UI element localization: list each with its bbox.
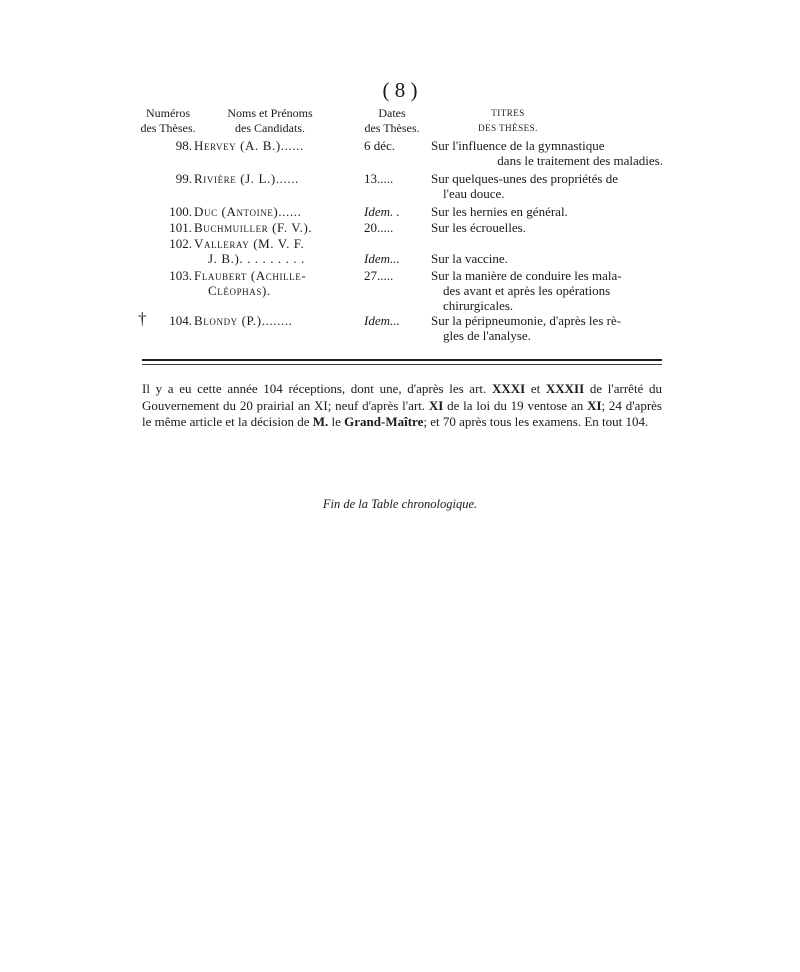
summary-text-6: le [328,414,345,429]
thesis-number: 103. [169,268,192,283]
thesis-number: 101. [169,220,192,235]
thesis-entry-98 [0,138,800,170]
summary-text-3: de l'arrêté du Gouvernement du 20 prairial an XI; neuf d'après l'art. [142,381,662,413]
thesis-number: 104. [169,313,192,328]
thesis-title [431,171,663,201]
thesis-title-line3: chirurgicales. [443,298,514,313]
end-of-table-note: Fin de la Table chronologique. [322,497,478,511]
thesis-number: 98. [175,138,192,153]
thesis-entry-102 [0,236,800,268]
header-titres [468,106,548,136]
thesis-number: 100. [169,204,192,219]
summary-bold-2: XXXII [545,381,585,396]
header-numeros-line2: des Thèses. [140,121,196,135]
thesis-date: Idem. . [364,204,400,219]
candidate-name: Valleray (M. V. F. [194,236,305,251]
thesis-title [431,138,663,168]
thesis-title-line1: Sur la péripneumonie, d'après les rè- [431,313,622,328]
header-noms-line2: des Candidats. [235,121,305,135]
thesis-number: 99. [175,171,192,186]
summary-text-1: Il y a eu cette année 104 réceptions, dont une, d'après les art. [142,381,492,396]
summary-bold-3: XI [428,397,444,413]
thesis-title-line1: Sur quelques-unes des propriétés de [431,171,619,186]
thesis-title-line1: Sur les hernies en général. [431,204,568,219]
thesis-date: 27..... [364,268,394,283]
summary-bold-4: XI [587,397,602,413]
thesis-entry-100 [0,204,800,220]
thesis-title-line1: Sur les écrouelles. [431,220,526,235]
thesis-entry-104 [0,309,800,345]
thesis-date: Idem... [364,313,400,328]
candidate-name: Flaubert (Achille- [194,268,307,283]
header-titres-line1: TITRES [491,108,525,118]
thesis-title-line1: Sur l'influence de la gymnastique [431,138,605,153]
candidate-name: Duc (Antoine)...... [194,204,302,219]
header-dates-line2: des Thèses. [364,121,420,135]
header-dates-line1: Dates [378,106,406,120]
candidate-name: Buchmuiller (F. V.). [194,220,313,235]
thesis-title [431,204,663,219]
thesis-date: 6 déc. [364,138,396,153]
thesis-title-line2: dans le traitement des maladies. [497,153,663,168]
summary-bold-1: XXXI [491,381,526,396]
thesis-title [431,251,663,266]
summary-text-2: et [525,381,546,396]
header-noms-line1: Noms et Prénoms [227,106,313,120]
candidate-name-line2: J. B.). . . . . . . . . [208,251,305,266]
header-dates [356,106,428,136]
thesis-title [431,268,663,313]
candidate-name-line2: Cléophas). [208,283,271,298]
page-number: ( 8 ) [382,78,418,102]
thesis-title-line2: l'eau douce. [443,186,505,201]
summary-text-5: ; 24 d'après le même article et la décision de [142,397,662,429]
thesis-title-line2: des avant et après les opérations [443,283,611,298]
thesis-title-line1: Sur la vaccine. [431,251,508,266]
header-titres-line2: DES THÈSES. [478,123,538,133]
summary-text-4: de la loi du 19 ventose an [443,397,588,413]
thesis-title [431,220,663,235]
thesis-title-line2: gles de l'analyse. [443,328,531,343]
summary-bold-5: M. [312,414,329,429]
separator-rule-thick [142,359,662,361]
summary-paragraph [142,381,662,431]
header-noms [215,106,325,136]
candidate-name: Blondy (P.)........ [194,313,293,328]
candidate-name: Hervey (A. B.)...... [194,138,304,153]
thesis-entry-99 [0,171,800,203]
thesis-title-line1: Sur la manière de conduire les mala- [431,268,622,283]
thesis-number: 102. [169,236,192,251]
thesis-date: 13..... [364,171,394,186]
summary-text-7: ; et 70 après tous les examens. En tout 104. [423,414,649,429]
candidate-name: Rivière (J. L.)...... [194,171,299,186]
header-numeros-line1: Numéros [146,106,190,120]
summary-bold-6: Grand-Maître [344,414,424,429]
dagger-mark: † [138,309,147,328]
thesis-date: 20..... [364,220,394,235]
thesis-entry-101 [0,220,800,236]
thesis-date: Idem... [364,251,400,266]
separator-rule-thin [142,364,662,365]
header-numeros [128,106,208,136]
thesis-title [431,313,663,343]
thesis-entry-103 [0,268,800,314]
